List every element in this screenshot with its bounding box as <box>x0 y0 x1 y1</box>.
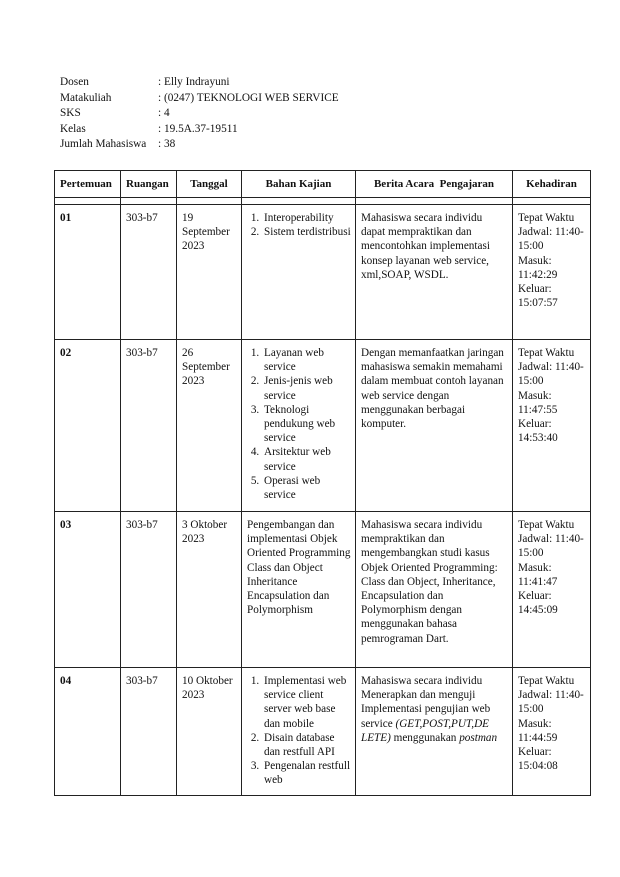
attendance-status: Tepat Waktu <box>518 347 575 359</box>
berita-intro: Mahasiswa secara individu Menerapkan dan menguji Implementasi pengujian web service <box>361 675 491 730</box>
table-row <box>55 512 591 668</box>
kehadiran-cell <box>513 668 591 796</box>
ruangan-cell: 303-b7 <box>121 205 177 340</box>
list-item: 1. Layanan web service <box>262 346 351 374</box>
list-item: 1. Interoperability <box>262 211 351 225</box>
meta-value: : (0247) TEKNOLOGI WEB SERVICE <box>158 91 339 104</box>
attendance-status: Tepat Waktu <box>518 675 575 687</box>
header-tanggal: Tanggal <box>177 171 242 198</box>
berita-tool: postman <box>459 731 498 744</box>
ruangan-cell: 303-b7 <box>121 512 177 668</box>
meta-value: : 19.5A.37-19511 <box>158 122 238 135</box>
berita-acara-cell: Mahasiswa secara individu mempraktikan dan mengembangkan studi kasus Objek Oriented Programming: Class dan Object, Inheritance, Encapsulation dan Polymorphism dengan menggunakan bahasa pemrograman Dart. <box>356 512 513 668</box>
header-berita-acara: Berita Acara Pengajaran <box>356 171 513 198</box>
tanggal-cell: 19 September 2023 <box>177 205 242 340</box>
berita-acara-cell: Dengan memanfaatkan jaringan mahasiswa semakin memahami dalam membuat contoh layanan web service dengan menggunakan berbagai komputer. <box>356 340 513 512</box>
attendance-out: Keluar: 14:53:40 <box>518 418 558 445</box>
header-ruangan: Ruangan <box>121 171 177 198</box>
header-kehadiran: Kehadiran <box>513 171 591 198</box>
header-pertemuan: Pertemuan <box>55 171 121 198</box>
table-row <box>55 668 591 796</box>
kehadiran-cell <box>513 512 591 668</box>
tanggal-cell: 26 September 2023 <box>177 340 242 512</box>
list-item: 1. Implementasi web service client server web base dan mobile <box>262 674 351 731</box>
ruangan-cell: 303-b7 <box>121 668 177 796</box>
meta-matakuliah <box>60 91 339 107</box>
meta-jumlah-mahasiswa <box>60 137 339 153</box>
attendance-in: Masuk: 11:41:47 <box>518 561 558 588</box>
berita-acara-cell <box>356 668 513 796</box>
meta-kelas <box>60 122 339 138</box>
pertemuan-cell: 03 <box>55 512 121 668</box>
attendance-out: Keluar: 15:07:57 <box>518 283 558 310</box>
header-bahan-kajian: Bahan Kajian <box>242 171 356 198</box>
attendance-out: Keluar: 15:04:08 <box>518 746 558 773</box>
bahan-kajian-list <box>247 346 351 502</box>
meta-label: Kelas <box>60 122 86 135</box>
meta-value: : Elly Indrayuni <box>158 76 230 88</box>
berita-mid: menggunakan <box>390 731 460 744</box>
bahan-kajian-list <box>247 674 351 788</box>
bahan-kajian-cell <box>242 205 356 340</box>
tanggal-cell: 10 Oktober 2023 <box>177 668 242 796</box>
meta-sks <box>60 106 339 122</box>
meta-label: Dosen <box>60 76 89 88</box>
attendance-in: Masuk: 11:47:55 <box>518 389 558 416</box>
attendance-in: Masuk: 11:42:29 <box>518 254 558 281</box>
attendance-status: Tepat Waktu <box>518 519 575 531</box>
list-item: 5. Operasi web service <box>262 474 351 502</box>
list-item: 3. Teknologi pendukung web service <box>262 403 351 446</box>
attendance-schedule: Jadwal: 11:40-15:00 <box>518 361 584 388</box>
meta-value: : 4 <box>158 107 170 119</box>
meta-label: Matakuliah <box>60 91 112 104</box>
berita-http-methods: (GET,POST,PUT,DE LETE) <box>361 717 490 744</box>
ruangan-cell: 303-b7 <box>121 340 177 512</box>
meta-dosen <box>60 75 339 91</box>
attendance-in: Masuk: 11:44:59 <box>518 717 558 744</box>
pertemuan-cell: 02 <box>55 340 121 512</box>
bahan-kajian-list <box>247 211 351 239</box>
list-item: 2. Jenis-jenis web service <box>262 374 351 402</box>
header-spacer-row <box>55 198 591 205</box>
meta-value: : 38 <box>158 138 176 150</box>
list-item: 4. Arsitektur web service <box>262 445 351 473</box>
attendance-status: Tepat Waktu <box>518 212 575 224</box>
list-item: 3. Pengenalan restfull web <box>262 759 351 787</box>
table-header-row <box>55 171 591 198</box>
list-item: 2. Disain database dan restfull API <box>262 731 351 759</box>
document-meta <box>60 75 339 153</box>
table-row <box>55 340 591 512</box>
attendance-schedule: Jadwal: 11:40-15:00 <box>518 689 584 716</box>
bahan-kajian-cell: Pengembangan dan implementasi Objek Oriented Programming Class dan Object Inheritance Encapsulation dan Polymorphism <box>242 512 356 668</box>
bahan-kajian-cell <box>242 340 356 512</box>
teaching-journal-table <box>54 170 591 796</box>
kehadiran-cell <box>513 205 591 340</box>
kehadiran-cell <box>513 340 591 512</box>
pertemuan-cell: 04 <box>55 668 121 796</box>
attendance-schedule: Jadwal: 11:40-15:00 <box>518 533 584 560</box>
list-item: 2. Sistem terdistribusi <box>262 225 351 239</box>
meta-label: SKS <box>60 107 81 119</box>
tanggal-cell: 3 Oktober 2023 <box>177 512 242 668</box>
meta-label: Jumlah Mahasiswa <box>60 138 147 150</box>
attendance-out: Keluar: 14:45:09 <box>518 590 558 617</box>
table-row <box>55 205 591 340</box>
attendance-schedule: Jadwal: 11:40-15:00 <box>518 226 584 253</box>
pertemuan-cell: 01 <box>55 205 121 340</box>
berita-acara-cell: Mahasiswa secara individu dapat mempraktikan dan mencontohkan implementasi konsep layanan web service, xml,SOAP, WSDL. <box>356 205 513 340</box>
bahan-kajian-cell <box>242 668 356 796</box>
